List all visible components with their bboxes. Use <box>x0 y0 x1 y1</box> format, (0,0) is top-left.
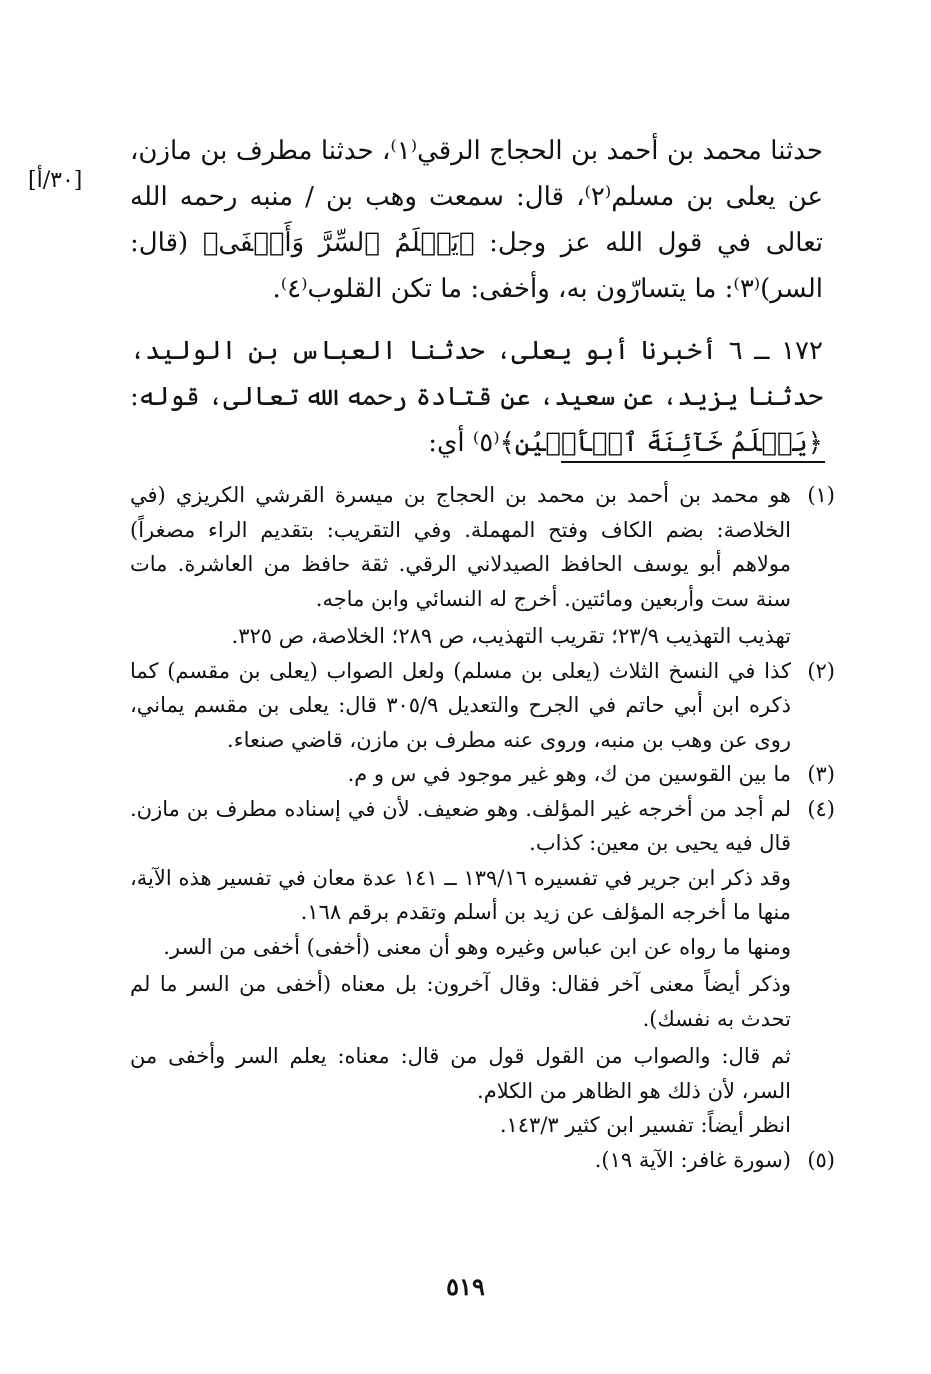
footnote-number: (٥) <box>807 1147 835 1172</box>
footnote-1 <box>130 478 835 654</box>
main-paragraph: ١٧٢ ــ ٦ أخبرنا أبو يعلى، حدثنا العباس بن الوليد، حدثنا يزيد، عن سعيد، عن قتادة رحمه الله تعالى، قوله: ﴿يَعۡلَمُ خَآئِنَةَ ٱلۡأَعۡيُنِ﴾⁽٥⁾ أي: <box>130 336 823 458</box>
footnote-text: هو محمد بن أحمد بن محمد بن الحجاج بن ميسرة القرشي الكريزي (في الخلاصة: بضم الكاف وفتح المهملة. وفي التقريب: بتقديم الراء مصغراً) مولاهم أبو يوسف الحافظ الصيدلاني الرقي. ثقة حافظ من العاشرة. مات سنة ست وأربعين ومائتين. أخرج له النسائي وابن ماجه. <box>130 483 791 611</box>
footnote-number: (٣) <box>807 762 835 786</box>
footnote-text: كذا في النسخ الثلاث (يعلى بن مسلم) ولعل الصواب (يعلى بن مقسم) كما ذكره ابن أبي حاتم في الجرح والتعديل ٣٠٥/٩ قال: يعلى بن مقسم يماني، روى عن وهب بن منبه، وروى عنه مطرف بن مازن، قاضي صنعاء. <box>130 658 791 752</box>
footnote-number: (٢) <box>807 658 835 683</box>
footnote-text: ثم قال: والصواب من القول قول من قال: معناه: يعلم السر وأخفى من السر، لأن ذلك هو الظاهر من الكلام. <box>130 1044 791 1103</box>
footnote-text: (سورة غافر: الآية ١٩). <box>594 1147 791 1172</box>
footnote-text: لم أجد من أخرجه غير المؤلف. وهو ضعيف. لأن في إسناده مطرف بن مازن. قال فيه يحيى بن معين: كذاب. <box>130 796 791 855</box>
footnote-text: تهذيب التهذيب ٢٣/٩؛ تقريب التهذيب، ص ٢٨٩؛ الخلاصة، ص ٣٢٥. <box>231 624 791 648</box>
footnote-2 <box>130 654 835 758</box>
footnote-text: وقد ذكر ابن جرير في تفسيره ١٣٩/١٦ ــ ١٤١ عدة معان في تفسير هذه الآية، منها ما أخرجه المؤلف عن زيد بن أسلم وتقدم برقم ١٦٨. <box>130 865 791 924</box>
main-paragraph: حدثنا محمد بن أحمد بن الحجاج الرقي⁽١⁾، حدثنا مطرف بن مازن، عن يعلى بن مسلم⁽٢⁾، قال: سمعت وهب بن / منبه رحمه الله تعالى في قول الله عز وجل: ﴿يَعۡلَمُ ٱلسِّرَّ وَأَخۡفَى﴾ (قال: السر)⁽٣⁾: ما يتسارّون به، وأخفى: ما تكن القلوب⁽٤⁾. <box>130 136 824 304</box>
footnote-text: انظر أيضاً: تفسير ابن كثير ١٤٣/٣. <box>499 1113 791 1137</box>
footnote-text: وذكر أيضاً معنى آخر فقال: وقال آخرون: بل معناه (أخفى من السر ما لم تحدث به نفسك). <box>130 972 791 1031</box>
footnote-number: (٤) <box>807 796 835 821</box>
footnote-text: ومنها ما رواه عن ابن عباس وغيره وهو أن معنى (أخفى) أخفى من السر. <box>163 934 791 959</box>
footnote-4 <box>130 792 835 1143</box>
main-text-body <box>130 128 823 466</box>
footnote-separator <box>561 461 825 463</box>
footnote-text: ما بين القوسين من ك، وهو غير موجود في س و م. <box>347 762 791 786</box>
footnote-3 <box>130 757 835 792</box>
page-number: ٥١٩ <box>446 1272 485 1301</box>
footnotes-section <box>130 478 835 1177</box>
manuscript-folio-reference: [٣٠/أ] <box>28 168 83 193</box>
footnote-number: (١) <box>807 483 835 507</box>
footnote-5 <box>130 1143 835 1178</box>
